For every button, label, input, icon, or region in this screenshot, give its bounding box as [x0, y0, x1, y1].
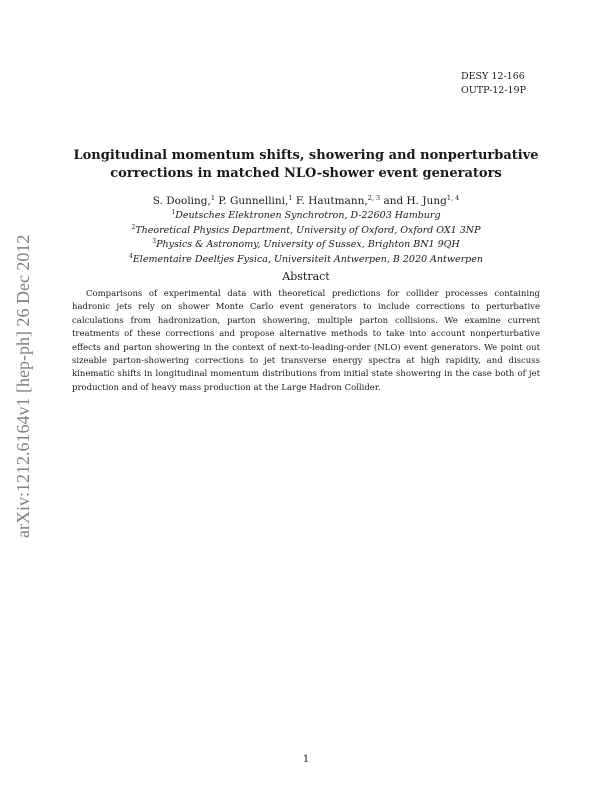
- affiliation-mark: 3: [152, 238, 157, 245]
- report-number: OUTP-12-19P: [461, 85, 526, 96]
- page-number: 1: [302, 754, 310, 765]
- affiliation: [0, 238, 612, 253]
- abstract-text: Comparisons of experimental data with theoretical predictions for collider processes containing hadronic jets rely on shower Monte Carlo event generators to include corrections to perturbative calculations from hadronization, parton showering, multiple parton collisions. We examine current treatments of these corrections and propose alternative methods to take into account nonperturbative effects and parton showering in the context of next-to-leading-order (NLO) event generators. We point out sizeable parton-showering corrections to jet transverse energy spectra at high rapidity, and discuss kinematic shifts in longitudinal momentum distributions from initial state showering in the case both of jet production and of heavy mass production at the Large Hadron Collider.: [72, 289, 540, 393]
- affiliation-text: Theoretical Physics Department, University of Oxford, Oxford OX1 3NP: [135, 224, 481, 236]
- author-affil-mark: 2, 3: [367, 194, 381, 202]
- report-number: DESY 12-166: [461, 71, 525, 82]
- affiliation: [0, 209, 612, 224]
- report-numbers: [461, 70, 526, 98]
- author-name: P. Gunnellini,: [218, 195, 289, 207]
- author-name: F. Hautmann,: [295, 195, 368, 207]
- affiliation-mark: 2: [131, 223, 136, 231]
- title-line: corrections in matched NLO-shower event generators: [110, 166, 502, 181]
- author-affil-mark: 1, 4: [446, 194, 460, 202]
- title-line: Longitudinal momentum shifts, showering and nonperturbative: [73, 148, 539, 163]
- author-affil-mark: 1: [288, 194, 293, 202]
- author-name: and H. Jung: [383, 195, 447, 207]
- affiliation-text: Elementaire Deeltjes Fysica, Universiteit Antwerpen, B 2020 Antwerpen: [132, 253, 483, 265]
- affiliation-text: Physics & Astronomy, University of Sussex, Brighton BN1 9QH: [156, 239, 460, 250]
- arxiv-identifier-stamp: arXiv:1212.6164v1 [hep-ph] 26 Dec 2012: [13, 234, 33, 538]
- author-name: S. Dooling,: [152, 195, 211, 207]
- affiliation: [0, 253, 612, 268]
- affiliation: [0, 224, 612, 239]
- abstract-heading: Abstract: [282, 270, 330, 283]
- author-list: [0, 194, 612, 208]
- affiliation-list: [0, 209, 612, 267]
- affiliation-mark: 1: [171, 209, 176, 216]
- affiliation-text: Deutsches Elektronen Synchrotron, D-22603 Hamburg: [175, 210, 441, 221]
- paper-title: [0, 147, 612, 183]
- affiliation-mark: 4: [129, 252, 133, 260]
- author-affil-mark: 1: [210, 194, 215, 202]
